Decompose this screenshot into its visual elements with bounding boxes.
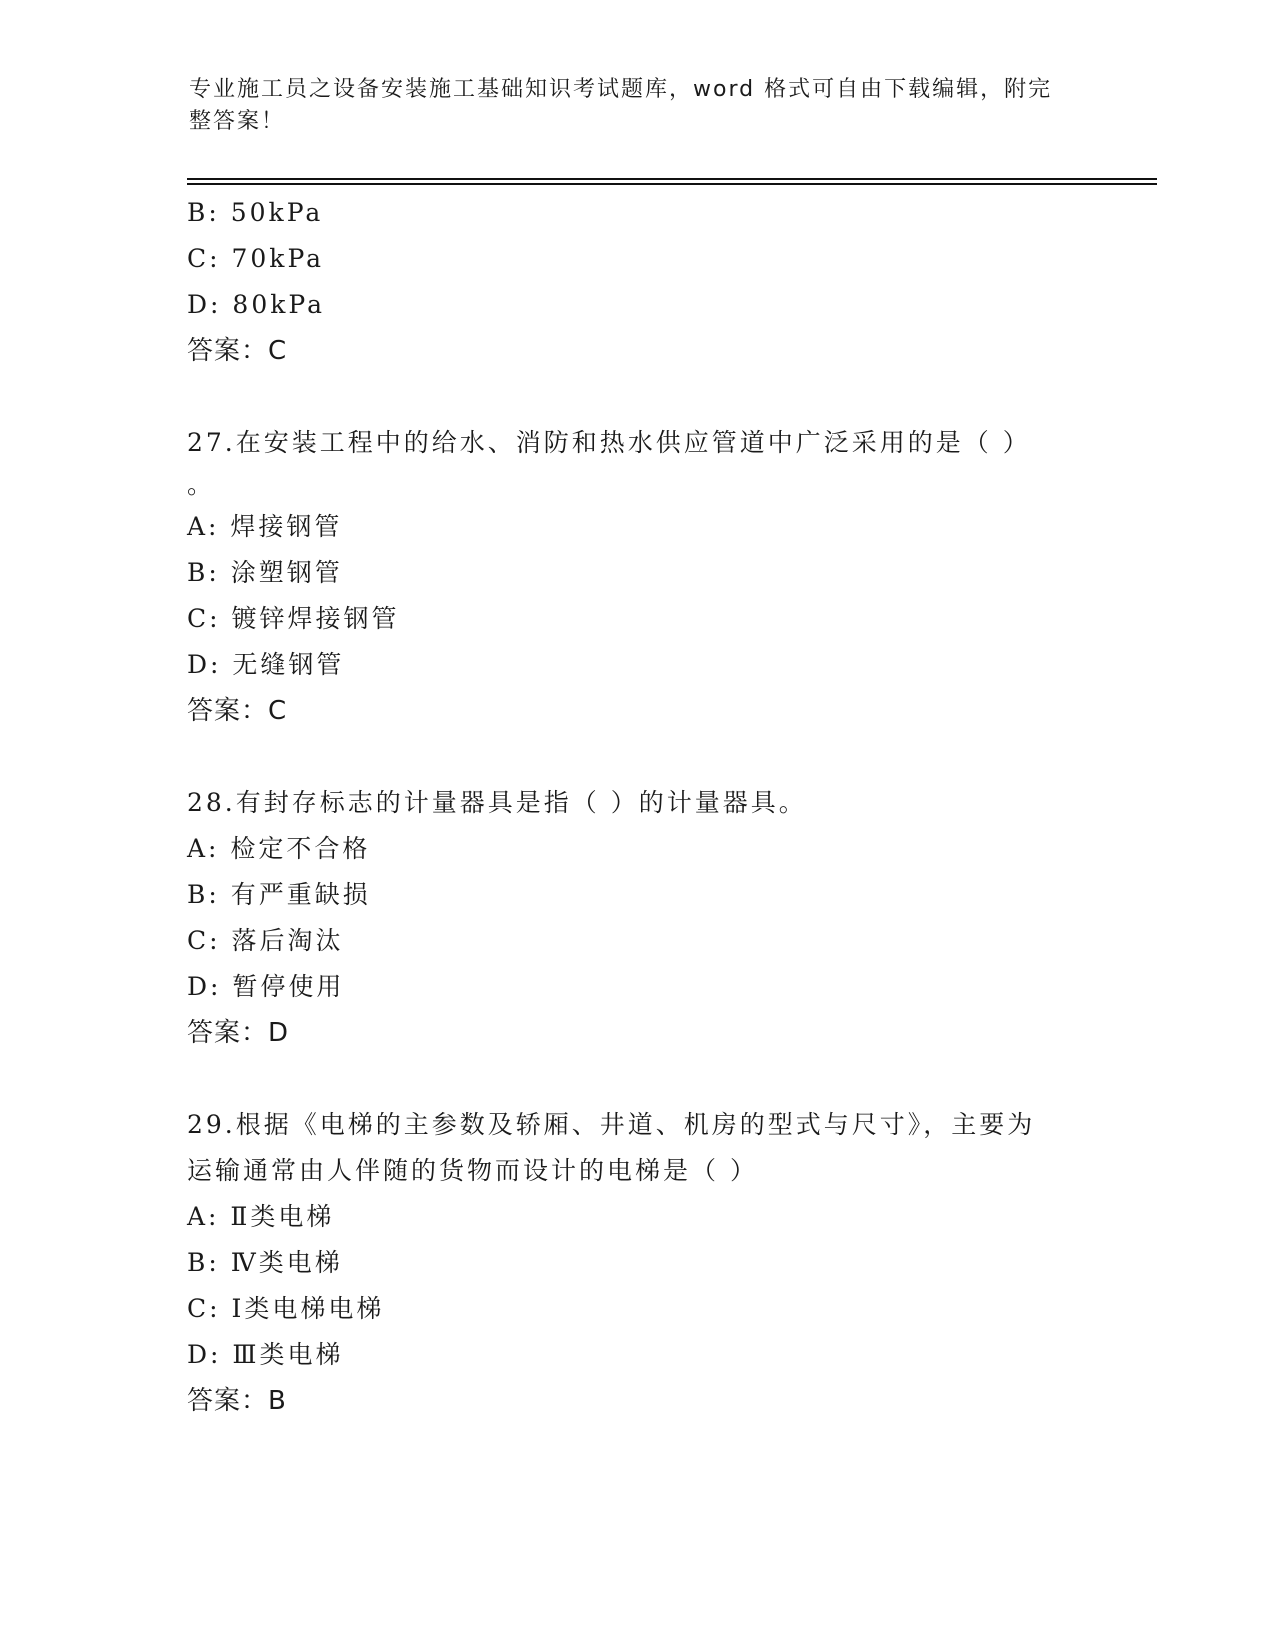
header-rule-top — [187, 178, 1157, 180]
spacer — [187, 374, 1087, 420]
option-a: A: Ⅱ类电梯 — [187, 1202, 335, 1231]
option-b: B: 涂塑钢管 — [187, 558, 343, 587]
question-stem-cont: 。 — [187, 470, 216, 499]
header-line-1: 专业施工员之设备安装施工基础知识考试题库，word 格式可自由下载编辑，附完 — [189, 77, 1053, 102]
spacer — [187, 1056, 1087, 1102]
option-b: B: Ⅳ类电梯 — [187, 1248, 343, 1277]
question-29 — [187, 1102, 1087, 1424]
question-content — [187, 190, 1087, 1424]
document-header — [189, 74, 1069, 138]
prev-question-block — [187, 190, 1087, 374]
option-a: A: 检定不合格 — [187, 834, 371, 863]
question-28 — [187, 780, 1087, 1056]
option-b: B: 有严重缺损 — [187, 880, 371, 909]
header-rule-bottom — [187, 183, 1157, 185]
question-stem: 27.在安装工程中的给水、消防和热水供应管道中广泛采用的是（ ） — [187, 428, 1031, 457]
option-d: D: 暂停使用 — [187, 972, 345, 1001]
option-c: C: Ⅰ类电梯电梯 — [187, 1294, 385, 1323]
question-stem: 29.根据《电梯的主参数及轿厢、井道、机房的型式与尺寸》，主要为 — [187, 1110, 1036, 1139]
question-stem: 28.有封存标志的计量器具是指（ ）的计量器具。 — [187, 788, 807, 817]
answer-line: 答案：B — [187, 1386, 287, 1416]
option-b: B: 50kPa — [187, 198, 324, 227]
option-c: C: 镀锌焊接钢管 — [187, 604, 400, 633]
option-c: C: 落后淘汰 — [187, 926, 344, 955]
answer-line: 答案：D — [187, 1018, 290, 1048]
option-d: D: 无缝钢管 — [187, 650, 345, 679]
spacer — [187, 734, 1087, 780]
option-a: A: 焊接钢管 — [187, 512, 343, 541]
option-c: C: 70kPa — [187, 244, 325, 273]
question-27 — [187, 420, 1087, 734]
answer-line: 答案：C — [187, 696, 288, 726]
answer-line: 答案：C — [187, 336, 288, 366]
option-d: D: 80kPa — [187, 290, 325, 319]
header-line-2: 整答案！ — [189, 109, 286, 134]
question-stem-cont: 运输通常由人伴随的货物而设计的电梯是（ ） — [187, 1156, 758, 1185]
option-d: D: Ⅲ类电梯 — [187, 1340, 344, 1369]
